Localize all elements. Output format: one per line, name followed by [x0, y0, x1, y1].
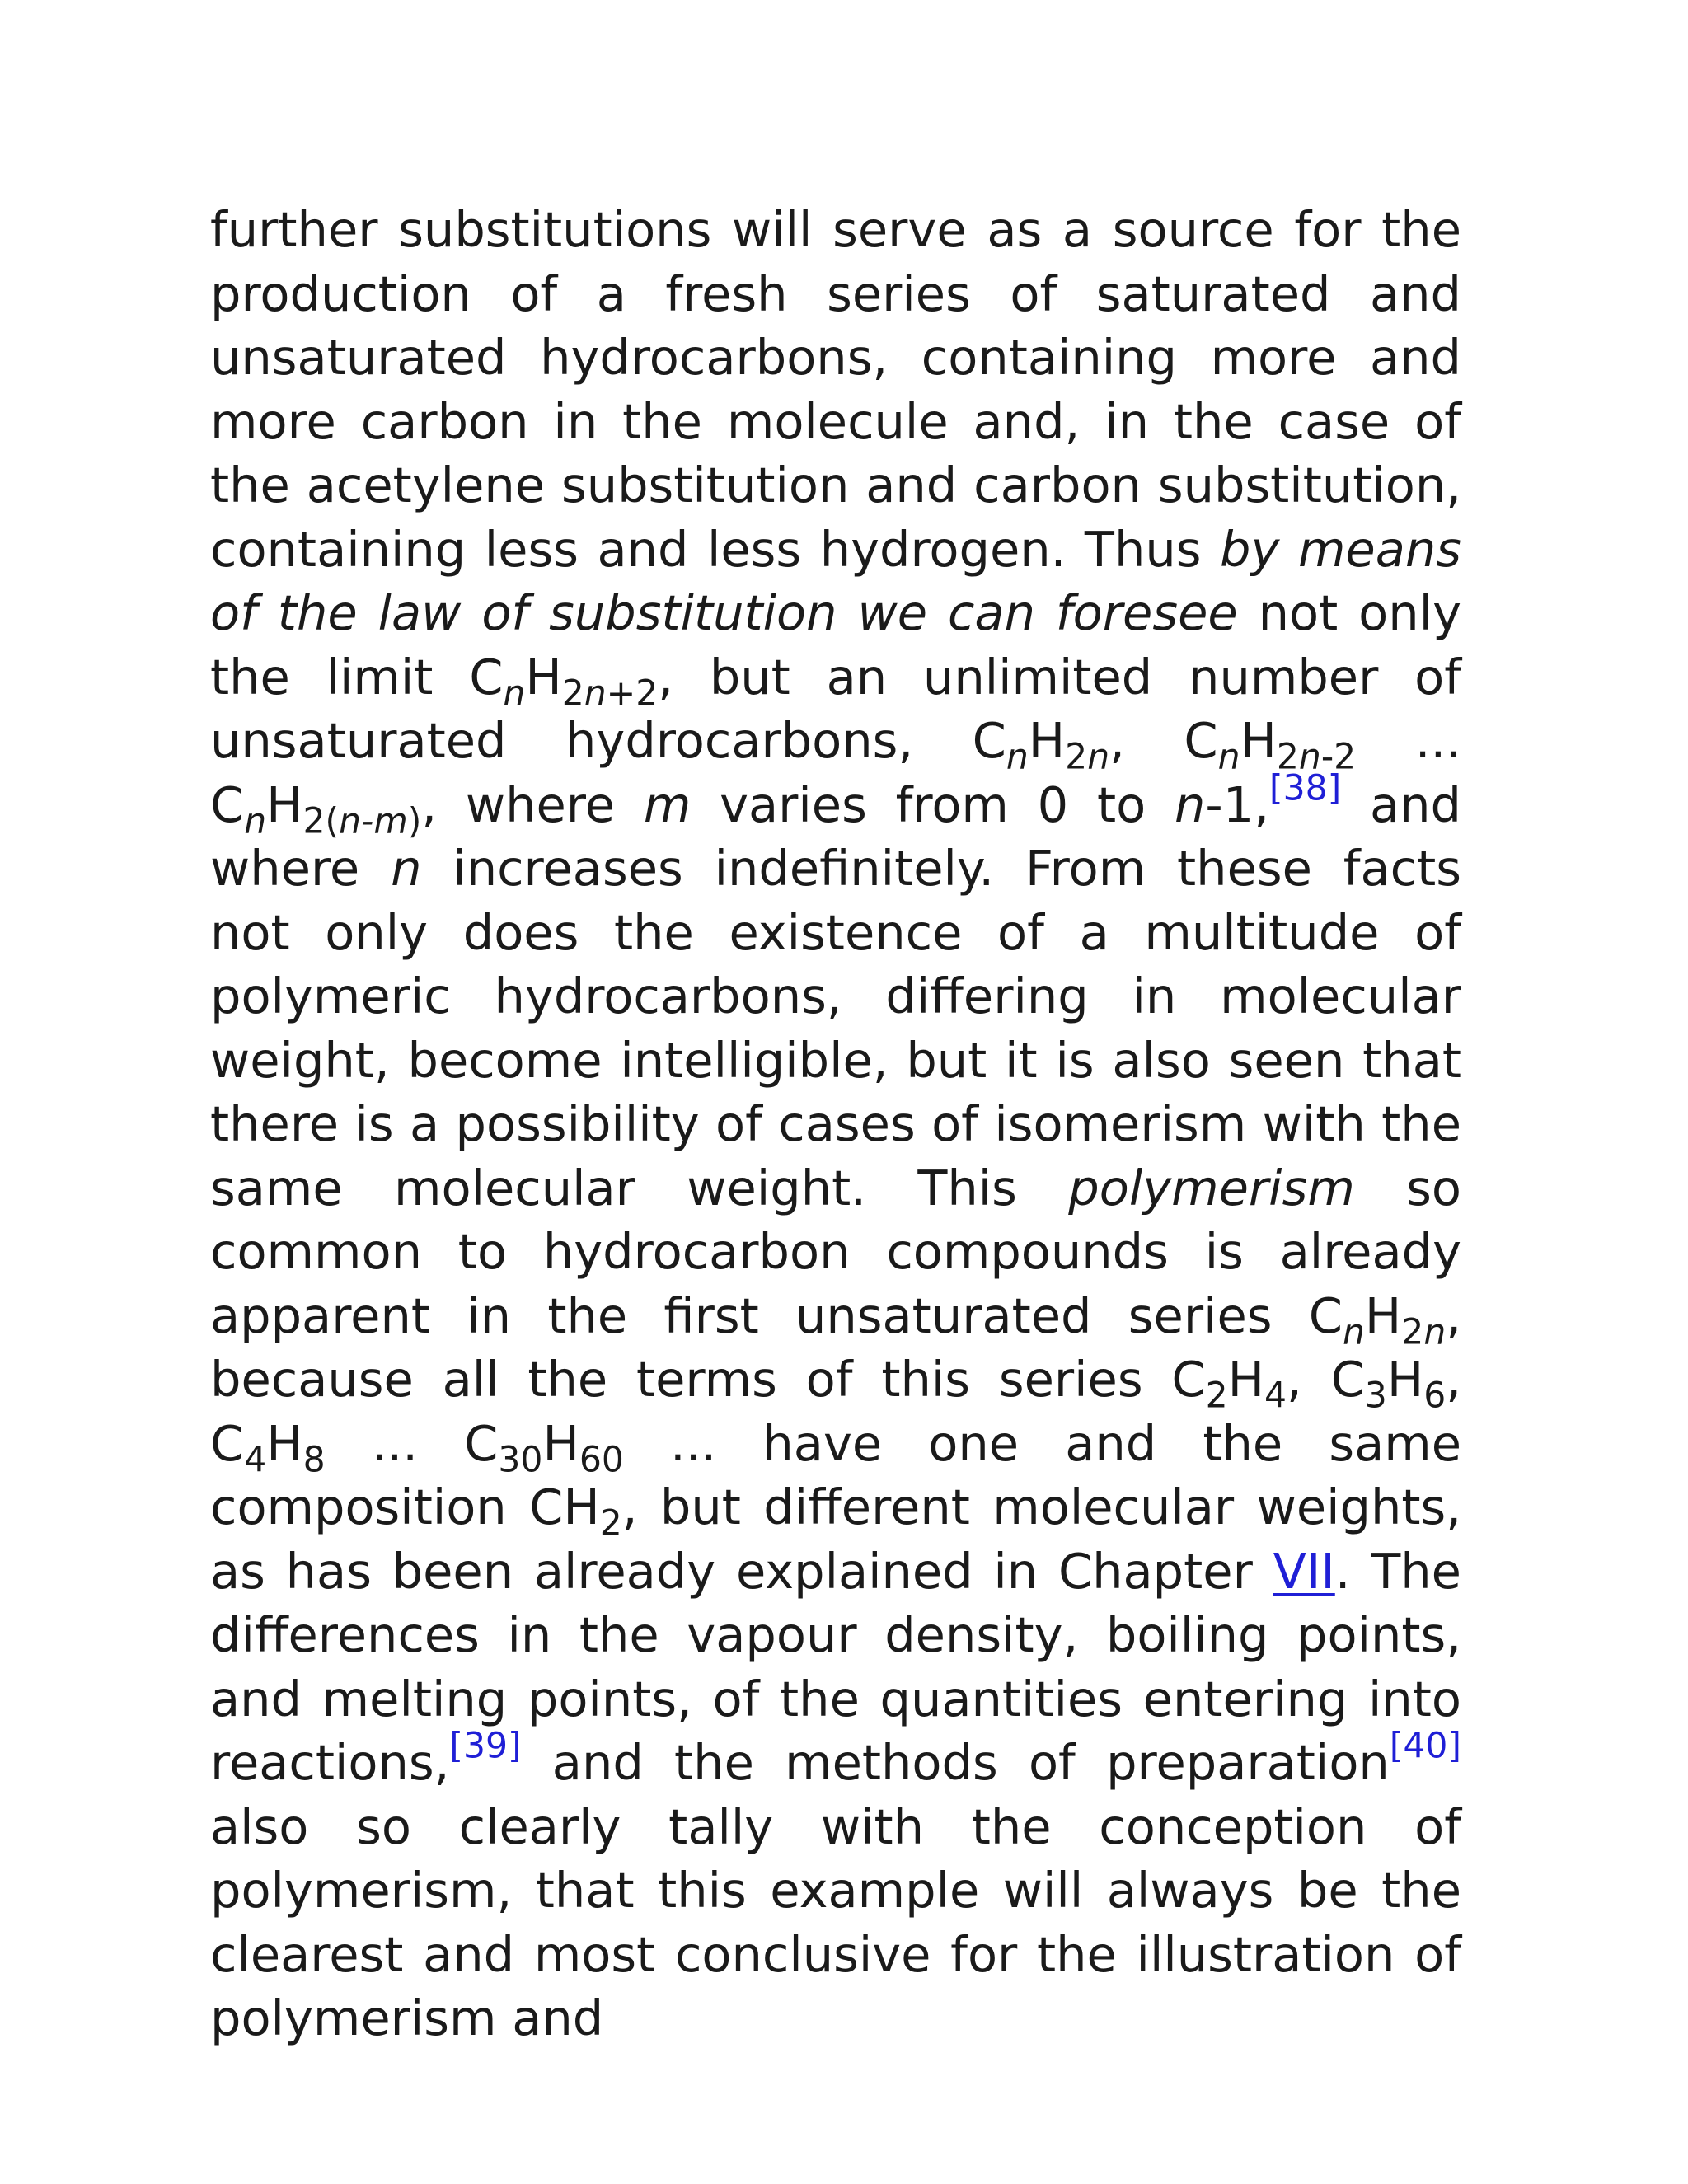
subscript-italic: n — [1006, 737, 1029, 778]
text-run: further substitutions will serve as a source for the production of a fresh series of saturated and unsaturated hydrocarbons, containing more and more carbon in the molecule and, in the case of the acetylene substitution and carbon substitution, containing less and less hydrogen. Thus — [210, 201, 1461, 578]
italic-text: n — [1175, 776, 1206, 833]
subscript-italic: n — [1342, 1312, 1365, 1353]
subscript: 2 — [1276, 737, 1299, 778]
subscript-italic: n — [1087, 737, 1110, 778]
text-run: H — [542, 1414, 579, 1472]
subscript: 6 — [1423, 1376, 1447, 1417]
subscript: 8 — [302, 1440, 326, 1481]
text-run: increases indefinitely. From these facts not only does the existence of a multitude of polymeric hydrocarbons, differing in molecular weight, become intelligible, but it is also seen that there is a possibility of cases of isomerism with the same molecular weight. This — [210, 840, 1461, 1216]
text-run: , C — [1287, 1351, 1365, 1408]
text-run: , C — [210, 1351, 1461, 1472]
subscript-italic: n — [584, 673, 607, 715]
text-run: so common to hydrocarbon compounds is already apparent in the first unsaturated series C — [210, 1159, 1462, 1344]
text-run: and where — [210, 776, 1461, 897]
text-run: , but different molecular weights, as has been already explained in Chapter — [210, 1479, 1461, 1600]
subscript-italic: n — [244, 801, 267, 842]
subscript: 2 — [561, 673, 584, 715]
text-run: , where — [421, 776, 644, 833]
text-run: H — [266, 776, 303, 833]
text-run: -1, — [1205, 776, 1270, 833]
text-run: H — [1364, 1286, 1402, 1344]
text-run: also so clearly tally with the conception of polymerism, that this example will always be the clearest and most conclusive for the illustration of polymerism and — [210, 1797, 1461, 2046]
subscript-italic: n — [503, 673, 526, 715]
text-run: , because all the terms of this series C — [210, 1286, 1461, 1408]
text-run: , but an unlimited number of unsaturated hydrocarbons, C — [210, 648, 1461, 769]
subscript-italic: n — [1217, 737, 1240, 778]
text-run: ... C — [325, 1414, 499, 1472]
text-run: H — [1240, 712, 1277, 769]
italic-text: n — [391, 840, 422, 897]
footnote-ref-link[interactable]: [39] — [449, 1726, 522, 1767]
chapter-link[interactable]: VII — [1273, 1542, 1335, 1600]
italic-text: by means of the law of substitution we can foresee — [210, 520, 1462, 641]
text-run: ... C — [210, 712, 1461, 833]
footnote-ref-link[interactable]: [38] — [1269, 768, 1342, 809]
text-run: varies from 0 to — [691, 776, 1175, 833]
subscript-italic: n-m — [339, 801, 408, 842]
text-run: not only the limit C — [210, 584, 1461, 705]
body-paragraph — [210, 198, 1461, 2050]
text-run: H — [1386, 1351, 1424, 1408]
subscript: 30 — [498, 1440, 543, 1481]
subscript: 2 — [1205, 1376, 1228, 1417]
text-run: , C — [1109, 712, 1218, 769]
text-run: H — [1227, 1351, 1264, 1408]
subscript: 2 — [1065, 737, 1088, 778]
subscript: 4 — [1264, 1376, 1287, 1417]
subscript: 60 — [579, 1440, 624, 1481]
subscript: -2 — [1320, 737, 1357, 778]
italic-text: polymerism — [1068, 1159, 1355, 1216]
italic-text: m — [643, 776, 692, 833]
subscript: 2( — [302, 801, 340, 842]
subscript: 3 — [1364, 1376, 1387, 1417]
footnote-ref-link[interactable]: [40] — [1389, 1726, 1461, 1767]
text-run: ... have one and the same composition CH — [210, 1414, 1462, 1535]
subscript: 4 — [244, 1440, 267, 1481]
subscript: 2 — [1401, 1312, 1424, 1353]
subscript: +2 — [606, 673, 659, 715]
text-run: . The differences in the vapour density, boiling points, and melting points, of the quantities entering into reactions, — [210, 1542, 1461, 1791]
text-run: H — [266, 1414, 303, 1472]
text-run: H — [1028, 712, 1066, 769]
subscript: ) — [407, 801, 422, 842]
subscript-italic: n — [1298, 737, 1321, 778]
subscript-italic: n — [1423, 1312, 1447, 1353]
text-run: and the methods of preparation — [521, 1734, 1390, 1791]
document-page — [210, 198, 1461, 2050]
text-run: H — [525, 648, 562, 705]
subscript: 2 — [599, 1503, 622, 1544]
